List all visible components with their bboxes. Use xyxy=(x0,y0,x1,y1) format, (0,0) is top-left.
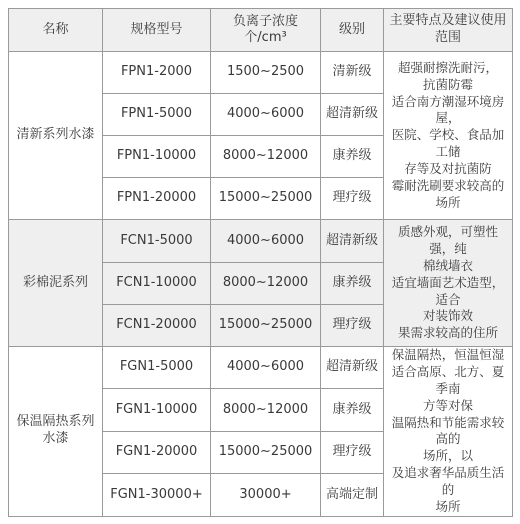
series-name-line: 保温隔热系列 xyxy=(16,414,95,430)
level-cell: 超清新级 xyxy=(321,346,384,389)
header-concentration xyxy=(211,9,321,52)
features-line: 棉绒墙衣 xyxy=(422,257,473,273)
concentration-cell: 8000~12000 xyxy=(211,262,321,304)
features-line: 对装饰效 xyxy=(422,308,473,324)
concentration-cell: 30000+ xyxy=(211,474,321,517)
features-cell xyxy=(384,346,513,516)
concentration-cell: 15000~25000 xyxy=(211,431,321,474)
model-cell: FGN1-10000 xyxy=(103,389,211,432)
features-line: 适宜墙面艺术造型，适合 xyxy=(391,274,505,307)
header-row xyxy=(9,9,513,52)
features-line: 温隔热和节能需求较高的 xyxy=(391,414,505,447)
level-cell: 理疗级 xyxy=(321,178,384,220)
model-cell: FGN1-30000+ xyxy=(103,474,211,517)
header-name: 名称 xyxy=(9,9,103,52)
features-line: 质感外观，可塑性强，纯 xyxy=(397,224,498,256)
features-line: 果需求较高的住所 xyxy=(397,325,498,341)
series-name-line: 水漆 xyxy=(42,431,69,447)
header-concentration-label: 负离子浓度 xyxy=(232,14,298,30)
table-row xyxy=(9,220,513,262)
level-cell: 康养级 xyxy=(321,262,384,304)
series-name xyxy=(9,220,103,346)
model-cell: FCN1-20000 xyxy=(103,304,211,346)
level-cell: 理疗级 xyxy=(321,304,384,346)
header-level: 级别 xyxy=(321,9,384,52)
series-name-line: 彩棉泥系列 xyxy=(22,274,88,290)
header-model: 规格型号 xyxy=(103,9,211,52)
features-line: 及追求奢华品质生活的 xyxy=(391,465,505,497)
concentration-cell: 8000~12000 xyxy=(211,389,321,432)
concentration-cell: 4000~6000 xyxy=(211,94,321,136)
model-cell: FGN1-20000 xyxy=(103,431,211,474)
features-line: 超强耐擦洗耐污， xyxy=(397,59,498,75)
model-cell: FPN1-20000 xyxy=(103,178,211,220)
level-cell: 清新级 xyxy=(321,52,384,94)
level-cell: 高端定制 xyxy=(321,474,384,517)
features-line: 保温隔热，恒温恒湿 xyxy=(391,347,505,362)
features-line: 场所，以 xyxy=(422,448,473,464)
concentration-cell: 1500~2500 xyxy=(211,52,321,94)
concentration-cell: 4000~6000 xyxy=(211,220,321,262)
features-line: 存等及对抗菌防 xyxy=(404,161,492,177)
features-line: 适合高原、北方、夏季南 xyxy=(391,363,505,396)
features-cell xyxy=(384,52,513,220)
level-cell: 康养级 xyxy=(321,136,384,178)
header-features: 主要特点及建议使用范围 xyxy=(384,9,513,52)
model-cell: FPN1-5000 xyxy=(103,94,211,136)
model-cell: FPN1-2000 xyxy=(103,52,211,94)
product-spec-table xyxy=(8,8,513,517)
level-cell: 超清新级 xyxy=(321,220,384,262)
features-line: 抗菌防霉 xyxy=(422,76,473,92)
model-cell: FCN1-5000 xyxy=(103,220,211,262)
header-concentration-unit: 个/cm³ xyxy=(244,30,287,45)
table-row xyxy=(9,52,513,94)
series-name xyxy=(9,52,103,220)
model-cell: FPN1-10000 xyxy=(103,136,211,178)
series-name-line: 清新系列水漆 xyxy=(16,127,95,143)
concentration-cell: 15000~25000 xyxy=(211,178,321,220)
features-line: 霉耐洗刷要求较高的场所 xyxy=(391,177,505,210)
series-name xyxy=(9,346,103,516)
concentration-cell: 15000~25000 xyxy=(211,304,321,346)
level-cell: 康养级 xyxy=(321,389,384,432)
features-line: 方等对保 xyxy=(422,397,473,413)
concentration-cell: 8000~12000 xyxy=(211,136,321,178)
model-cell: FCN1-10000 xyxy=(103,262,211,304)
concentration-cell: 4000~6000 xyxy=(211,346,321,389)
features-cell xyxy=(384,220,513,346)
level-cell: 理疗级 xyxy=(321,431,384,474)
features-line: 场所 xyxy=(435,498,461,514)
model-cell: FGN1-5000 xyxy=(103,346,211,389)
features-line: 医院、学校、食品加工储 xyxy=(391,127,505,160)
features-line: 适合南方潮湿环境房屋， xyxy=(391,93,505,126)
table-row xyxy=(9,346,513,389)
level-cell: 超清新级 xyxy=(321,94,384,136)
